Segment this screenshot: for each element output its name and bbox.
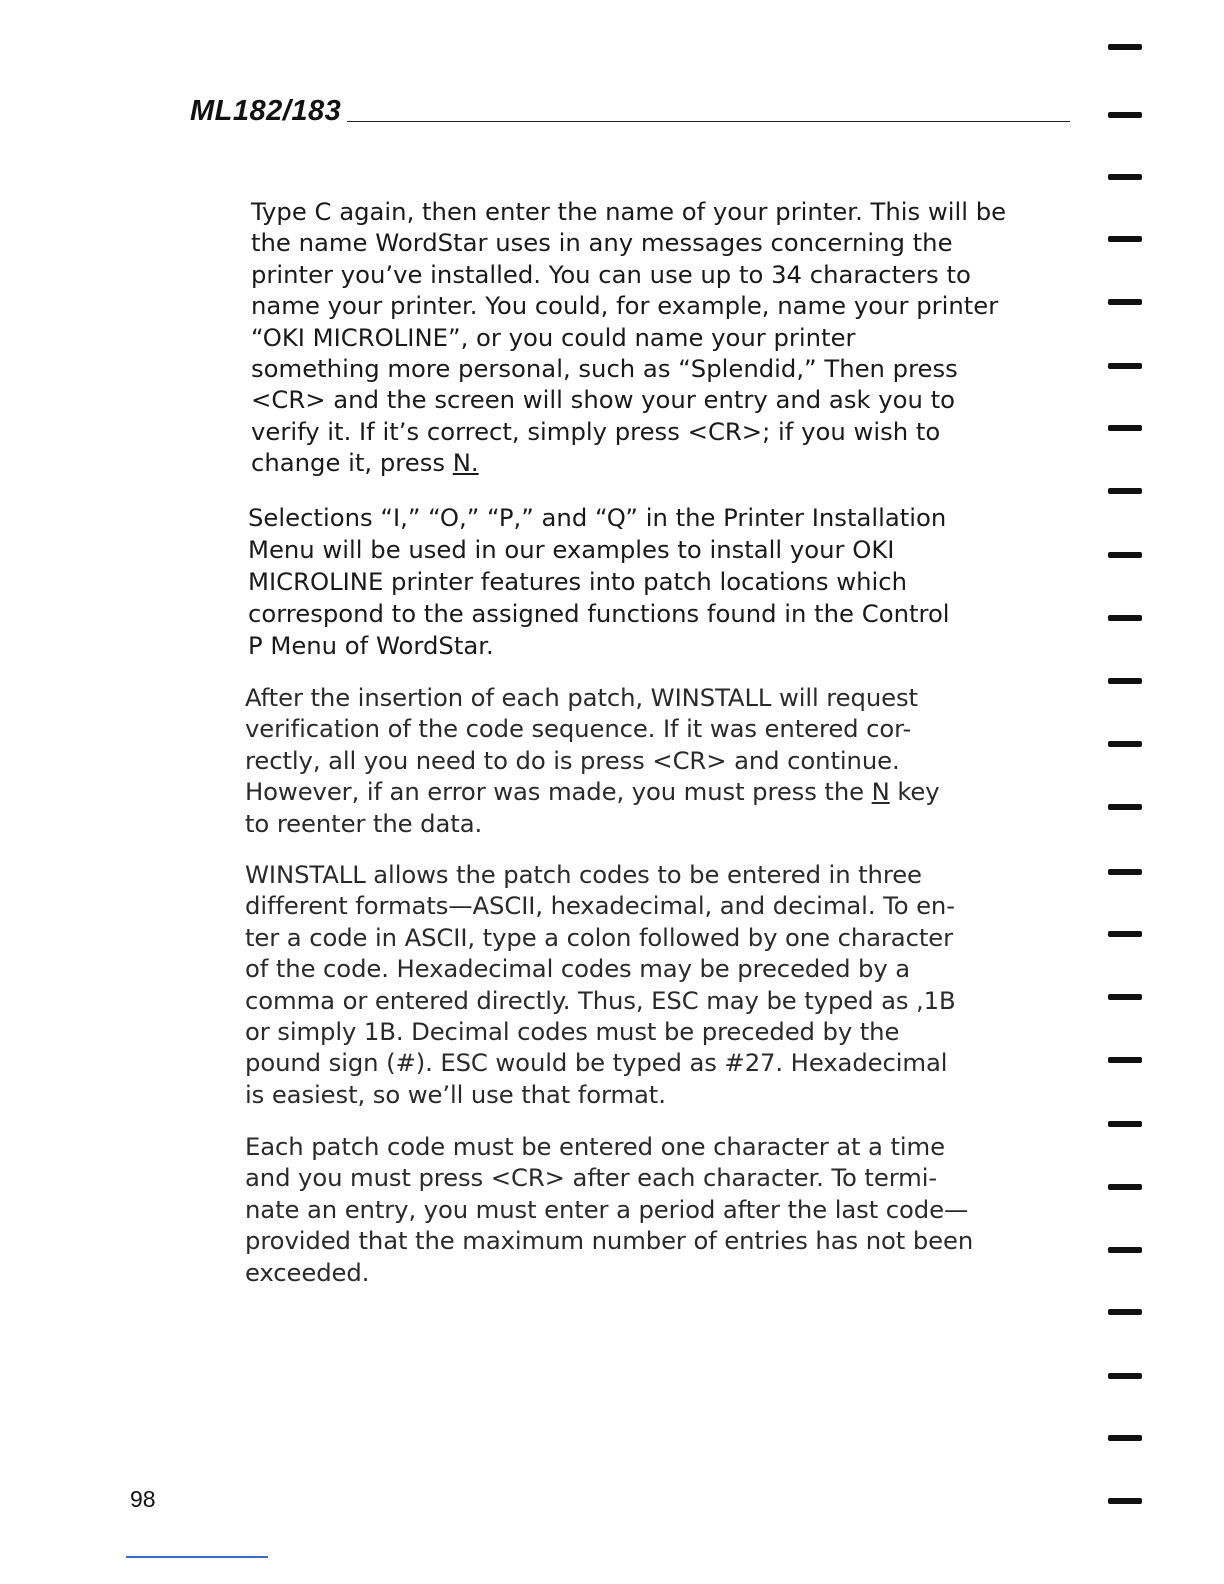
edge-mark	[1108, 236, 1142, 242]
paragraph-printer-name	[251, 196, 1011, 479]
text-line: Type C again, then enter the name of your printer. This will be	[251, 197, 1007, 226]
edge-mark	[1108, 869, 1142, 875]
key-n-underlined: N	[871, 777, 890, 807]
text-line: to reenter the data.	[245, 808, 483, 838]
text-line: provided that the maximum number of entries has not been	[245, 1226, 974, 1256]
bottom-rule	[126, 1556, 268, 1558]
text-line: or simply 1B. Decimal codes must be preceded by the	[245, 1017, 900, 1047]
text-line: “OKI MICROLINE”, or you could name your printer	[251, 322, 856, 352]
edge-mark	[1108, 1498, 1142, 1504]
text-line: WINSTALL allows the patch codes to be entered in three	[245, 860, 922, 889]
text-line: comma or entered directly. Thus, ESC may be typed as ,1B	[245, 985, 956, 1015]
edge-mark	[1108, 363, 1142, 369]
text-line: exceeded.	[245, 1257, 370, 1287]
edge-mark	[1108, 1057, 1142, 1063]
edge-mark	[1108, 1184, 1142, 1190]
text-line: different formats—ASCII, hexadecimal, and decimal. To en-	[245, 891, 955, 921]
paragraph-selections	[248, 502, 1008, 662]
paragraph-entry-termination	[245, 1131, 1005, 1288]
text-line: However, if an error was made, you must press the	[245, 777, 872, 807]
edge-mark	[1108, 1435, 1142, 1441]
text-line: and you must press <CR> after each character. To termi-	[245, 1163, 938, 1193]
edge-mark	[1108, 44, 1142, 50]
edge-mark	[1108, 174, 1142, 180]
text-line: key	[889, 777, 940, 807]
edge-mark	[1108, 678, 1142, 684]
text-line: of the code. Hexadecimal codes may be preceded by a	[245, 954, 911, 984]
text-line: After the insertion of each patch, WINSTALL will request	[245, 683, 918, 712]
header-title: ML182/183	[190, 95, 342, 127]
text-line: Each patch code must be entered one character at a time	[245, 1132, 945, 1161]
paragraph-verification	[245, 682, 1005, 839]
text-line: correspond to the assigned functions found in the Control	[248, 599, 950, 628]
edge-mark	[1108, 1373, 1142, 1379]
edge-mark	[1108, 1121, 1142, 1127]
text-line: ter a code in ASCII, type a colon followed by one character	[245, 922, 954, 952]
key-n-underlined: N.	[452, 448, 479, 478]
text-line: verification of the code sequence. If it was entered cor-	[245, 714, 912, 744]
edge-mark	[1108, 1309, 1142, 1315]
text-line: change it, press	[251, 448, 453, 478]
binding-edge-marks	[1108, 0, 1144, 1584]
text-line: verify it. If it’s correct, simply press <CR>; if you wish to	[251, 416, 941, 446]
text-line: something more personal, such as “Splendid,” Then press	[251, 354, 958, 384]
edge-mark	[1108, 1247, 1142, 1253]
edge-mark	[1108, 299, 1142, 305]
edge-mark	[1108, 615, 1142, 621]
edge-mark	[1108, 741, 1142, 747]
paragraph-formats	[245, 859, 1005, 1110]
text-line: <CR> and the screen will show your entry and ask you to	[251, 385, 956, 415]
text-line: P Menu of WordStar.	[248, 631, 494, 660]
text-line: Menu will be used in our examples to install your OKI	[248, 535, 895, 564]
text-line: name your printer. You could, for example, name your printer	[251, 291, 999, 321]
text-line: pound sign (#). ESC would be typed as #27. Hexadecimal	[245, 1048, 948, 1078]
edge-mark	[1108, 488, 1142, 494]
edge-mark	[1108, 804, 1142, 810]
edge-mark	[1108, 112, 1142, 118]
text-line: nate an entry, you must enter a period after the last code—	[245, 1194, 969, 1224]
running-header	[190, 88, 1070, 128]
edge-mark	[1108, 552, 1142, 558]
edge-mark	[1108, 994, 1142, 1000]
text-line: printer you’ve installed. You can use up to 34 characters to	[251, 259, 971, 289]
text-line: Selections “I,” “O,” “P,” and “Q” in the Printer Installation	[248, 503, 947, 532]
text-line: is easiest, so we’ll use that format.	[245, 1079, 666, 1109]
text-line: rectly, all you need to do is press <CR> and continue.	[245, 745, 900, 775]
edge-mark	[1108, 425, 1142, 431]
header-rule	[347, 121, 1070, 122]
edge-mark	[1108, 931, 1142, 937]
text-line: the name WordStar uses in any messages concerning the	[251, 228, 953, 258]
text-line: MICROLINE printer features into patch locations which	[248, 567, 908, 596]
page-number: 98	[130, 1486, 156, 1512]
